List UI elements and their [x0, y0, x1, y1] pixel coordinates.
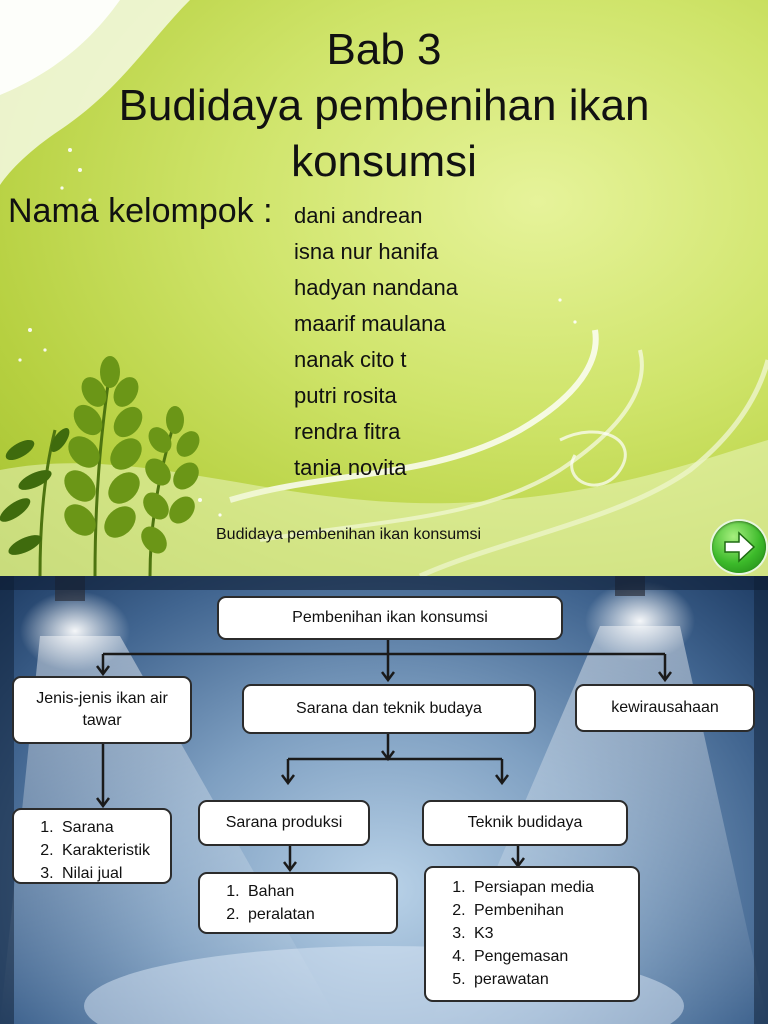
member-name: putri rosita — [294, 383, 397, 408]
node-sarana-produksi: Sarana produksi — [198, 800, 370, 846]
list-item: 2. peralatan — [244, 903, 388, 926]
next-slide-button[interactable] — [712, 521, 766, 573]
member-name: hadyan nandana — [294, 275, 458, 300]
member-name: isna nur hanifa — [294, 239, 439, 264]
node-sarana-teknik: Sarana dan teknik budaya — [242, 684, 536, 734]
list-item: 3. K3 — [470, 922, 630, 945]
list-item: 5. perawatan — [470, 968, 630, 991]
list-item: 2. Karakteristik — [58, 839, 162, 862]
slide-title-line2: konsumsi — [291, 137, 477, 186]
member-name: rendra fitra — [294, 419, 401, 444]
list-jenis-items — [12, 808, 172, 884]
list-item: 2. Pembenihan — [470, 899, 630, 922]
member-name: nanak cito t — [294, 347, 407, 372]
group-label: Nama kelompok : — [8, 192, 273, 230]
node-kewirausahaan: kewirausahaan — [575, 684, 755, 732]
chapter-title: Bab 3 — [326, 25, 442, 74]
root-node: Pembenihan ikan konsumsi — [217, 596, 563, 640]
list-item: 1. Bahan — [244, 880, 388, 903]
arrow-right-icon — [712, 521, 766, 573]
member-name: maarif maulana — [294, 311, 446, 336]
slide-title-line1: Budidaya pembenihan ikan — [118, 81, 650, 130]
node-jenis-ikan: Jenis-jenis ikan air tawar — [12, 676, 192, 744]
list-item: 1. Sarana — [58, 816, 162, 839]
list-sarana-items — [198, 872, 398, 934]
list-item: 3. Nilai jual — [58, 862, 162, 885]
member-name: dani andrean — [294, 203, 423, 228]
node-teknik-budidaya: Teknik budidaya — [422, 800, 628, 846]
list-teknik-items — [424, 866, 640, 1002]
member-name: tania novita — [294, 455, 407, 480]
list-item: 1. Persiapan media — [470, 876, 630, 899]
connector-lines — [0, 576, 768, 1024]
list-item: 4. Pengemasan — [470, 945, 630, 968]
member-list — [294, 198, 458, 486]
diagram-slide — [0, 576, 768, 1024]
slide-footer: Budidaya pembenihan ikan konsumsi — [216, 526, 482, 543]
